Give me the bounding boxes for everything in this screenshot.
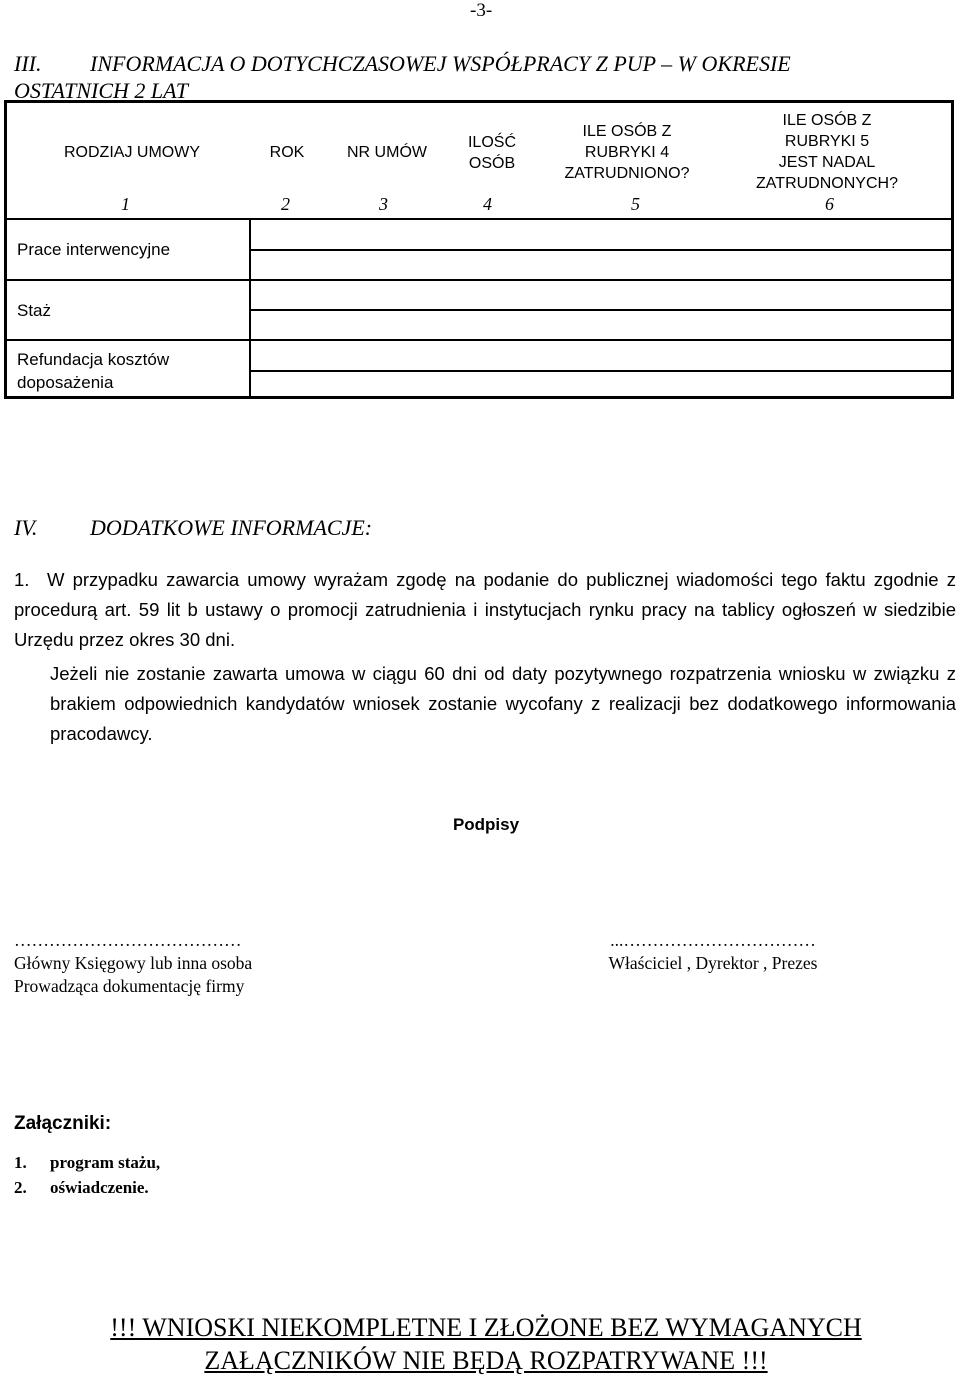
- list-item: 1. program stażu,: [14, 1153, 161, 1172]
- attachments-list: [14, 1150, 160, 1200]
- signature-caption: Właściciel , Dyrektor , Prezes: [608, 953, 818, 973]
- info-item-text: Jeżeli nie zostanie zawarta umowa w ciągu 60 dni od daty pozytywnego rozpatrzenia wniosku w związku z brakiem odpowiednich kandydatów wniosek zostanie wycofany z realizacji bez dodatkowego informowania pracodawcy.: [50, 663, 956, 744]
- column-number: 1: [121, 194, 130, 214]
- column-number: 5: [631, 194, 640, 214]
- signature-line: …………………………………: [14, 930, 242, 950]
- header-year: ROK: [269, 144, 305, 161]
- info-item-number: [14, 659, 50, 689]
- column-number: 2: [281, 194, 290, 214]
- signature-caption: Główny Księgowy lub inna osoba: [14, 953, 253, 973]
- header-employed-from-col4: ILE OSÓB Z RUBRYKI 4 ZATRUDNIONO?: [564, 123, 690, 182]
- row-label-equipment-refund: Refundacja kosztów doposażenia: [17, 350, 170, 392]
- table-divider: [7, 279, 951, 281]
- header-still-employed-from-col5: ILE OSÓB Z RUBRYKI 5 JEST NADAL ZATRUDNONYCH?: [756, 112, 898, 192]
- table-divider: [249, 370, 951, 372]
- section4-title: DODATKOWE INFORMACJE:: [90, 515, 373, 540]
- signatures-title: Podpisy: [452, 815, 520, 834]
- header-contract-type: RODZIAJ UMOWY: [64, 144, 200, 161]
- signature-owner: [583, 929, 843, 975]
- page-number: -3-: [470, 0, 493, 21]
- section3-number: III.: [14, 51, 42, 76]
- attachments-title: Załączniki:: [14, 1113, 112, 1134]
- table-divider: [249, 249, 951, 251]
- table-divider: [7, 339, 951, 341]
- row-label-internship: Staż: [17, 301, 52, 320]
- column-number: 6: [825, 194, 834, 214]
- section3-title-continued: OSTATNICH 2 LAT: [14, 78, 189, 103]
- signature-chief-accountant: [14, 929, 252, 998]
- info-item-text: W przypadku zawarcia umowy wyrażam zgodę na podanie do publicznej wiadomości tego faktu zgodnie z procedurą art. 59 lit b ustawy o promocji zatrudnienia i instytucjach rynku pracy na tablicy ogłoszeń w siedzibie Urzędu przez okres 30 dni.: [14, 569, 956, 650]
- header-contract-number: NR UMÓW: [347, 144, 427, 161]
- table-divider: [249, 309, 951, 311]
- incomplete-applications-warning: !!! WNIOSKI NIEKOMPLETNE I ZŁOŻONE BEZ WYMAGANYCH ZAŁĄCZNIKÓW NIE BĘDĄ ROZPATRYWANE !!!: [110, 1313, 862, 1375]
- info-item-number: 1.: [14, 569, 30, 590]
- column-number: 3: [379, 194, 388, 214]
- table-divider: [7, 218, 951, 220]
- list-item: 2. oświadczenie.: [14, 1178, 149, 1197]
- row-label-intervention-works: Prace interwencyjne: [17, 240, 171, 259]
- header-people-count: ILOŚĆ OSÓB: [467, 134, 516, 172]
- section4-number: IV.: [14, 515, 38, 540]
- info-item-1: [14, 565, 956, 655]
- signature-caption: Prowadząca dokumentację firmy: [14, 976, 245, 996]
- column-number: 4: [483, 194, 492, 214]
- section3-title: INFORMACJA O DOTYCHCZASOWEJ WSPÓŁPRACY Z PUP – W OKRESIE: [90, 51, 791, 76]
- cooperation-table: [4, 100, 954, 399]
- info-item-2: [14, 659, 956, 749]
- signature-line: ...……………………………: [610, 930, 816, 950]
